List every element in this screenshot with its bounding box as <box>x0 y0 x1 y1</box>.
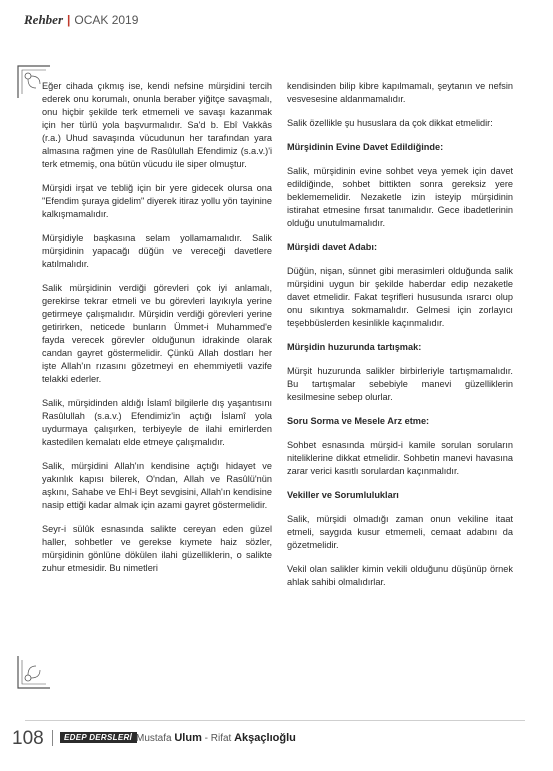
footer-divider <box>25 720 525 721</box>
section-heading: Mürşidinin Evine Davet Edildiğinde: <box>287 142 444 152</box>
footer-bar <box>52 730 53 746</box>
section-tag: EDEP DERSLERİ <box>60 732 137 743</box>
left-text-column <box>42 80 272 586</box>
section-heading: Mürşidin huzurunda tartışmak: <box>287 342 422 352</box>
paragraph: Düğün, nişan, sünnet gibi merasimleri olduğunda salik mürşidini uygun bir şekilde haberdar edip nezaketle davet etmelidir. Fakat teşrifleri hususunda ısrarcı olup onu sıkıntıya sokmamalıdır. Gelmesi için zorlayıcı teşebbüslerden kesinlikle kaçınmalıdır. <box>287 266 513 328</box>
section-heading: Mürşidi davet Adabı: <box>287 242 378 252</box>
paragraph: Salik, mürşidinin evine sohbet veya yemek için davet edildiğinde, sohbet bittikten sonra gereksiz yere beklememelidir. Nezaketle izin isteyip mürşidinin istirahat etmesine fırsat tanımalıdır. Gece ibadetlerinin olduğu unutulmamalıdır. <box>287 166 513 228</box>
paragraph: Vekil olan salikler kimin vekili olduğunu düşünüp örnek ahlak sahibi olmalıdırlar. <box>287 564 513 587</box>
author-credits <box>136 732 296 744</box>
paragraph: Mürşidi irşat ve tebliğ için bir yere gidecek olursa ona "Efendim şuraya gidelim" diyerek itiraz yollu yön tayinine kalkışmamalıdır. <box>42 183 272 219</box>
paragraph: Salik, mürşidi olmadığı zaman onun vekiline itaat etmeli, saygıda kusur etmemeli, cemaat adabını da gözetmelidir. <box>287 514 513 550</box>
author2-first: Rifat <box>210 733 232 744</box>
paragraph: Mürşidiyle başkasına selam yollamamalıdır. Salik mürşidinin yapacağı düğün ve vereceği davetlere katılmalıdır. <box>42 233 272 269</box>
section-heading: Vekiller ve Sorumlulukları <box>287 490 399 500</box>
paragraph: Mürşit huzurunda salikler birbirleriyle tartışmamalıdır. Bu tartışmalar sebebiyle manevi güzelliklerin kesilmesine sebep olurlar. <box>287 366 513 402</box>
page-header <box>24 12 138 28</box>
section-heading: Soru Sorma ve Mesele Arz etme: <box>287 416 430 426</box>
paragraph: Sohbet esnasında mürşid-i kamile sorulan soruların niteliklerine dikkat etmelidir. Sohbetin manevi havasına zarar verici kasıtlı sorulardan kaçınmalıdır. <box>287 440 513 476</box>
issue-date: OCAK 2019 <box>74 13 139 27</box>
paragraph: kendisinden bilip kibre kapılmamalı, şeytanın ve nefsin vesvesesine aldanmamalıdır. <box>287 81 513 104</box>
page-number: 108 <box>12 728 44 749</box>
header-separator: | <box>67 13 71 27</box>
paragraph: Salik özellikle şu hususlara da çok dikkat etmelidir: <box>287 118 493 128</box>
corner-ornament-bottom-icon <box>14 652 54 692</box>
author1-first: Mustafa <box>136 733 172 744</box>
paragraph: Seyr-i sülûk esnasında salikte cereyan eden güzel haller, sohbetler ve gerekse kıymete haiz sözler, mürşidinin gönlüne dökülen ilahi güzelliklerin, o salikte zuhur etmesidir. Bu nimetleri <box>42 524 272 573</box>
paragraph: Salik, mürşidinden aldığı İslamî bilgilerle dış yaşantısını Rasûlullah (s.a.v.) Efendimiz'in açtığı İslamî yola uydurmaya çalışırken, terbiyeyle de ilahi emirlerden kastedilen kemalatı elde etmeye çalışmalıdır. <box>42 398 272 447</box>
magazine-logo: Rehber <box>24 12 63 27</box>
author1-last: Ulum <box>174 732 202 744</box>
paragraph: Salik, mürşidini Allah'ın kendisine açtığı hidayet ve yakınlık kapısı bilerek, O'ndan, Allah ve Rasûlü'nün aşkını, Sahabe ve Ehl-i Beyt sevgisini, Allah'ın kendisine nasip ettiği kadar almak için azami gayret göstermelidir. <box>42 461 272 510</box>
author-separator: - <box>204 733 208 744</box>
author2-last: Akşaçlıoğlu <box>234 732 296 744</box>
page-footer <box>12 728 532 750</box>
paragraph: Eğer cihada çıkmış ise, kendi nefsine mürşidini tercih ederek onu korumalı, onunla beraber yiğitçe savaşmalı, onu hiçbir şekilde terk etmemeli ve savaşı kazanmak için her türlü yola başvurmalıdır. Sa'd b. Ebî Vakkâs (r.a.) Uhud savaşında vücudunun her tarafından yara almasına rağmen yine de Rasûlullah Efendimiz (s.a.v.)'i terk etmemiş, ona bütün vücudu ile siper olmuştur. <box>42 81 272 169</box>
paragraph: Salik mürşidinin verdiği görevleri çok iyi anlamalı, gerekirse tekrar etmeli ve bu görevleri layıkıyla yerine getirmeye çalışmalıdır. Mürşidin verdiği görevleri yerine getirirken, neticede bunların Ümmet-i Muhammed'e fayda verecek görevler olduğunun idrakinde olarak candan gayret göstermelidir. Çünkü Allah dostları her işte Allah'ın rızasını gözetmeyi en ehemmiyetli vazife telakki ederler. <box>42 283 272 384</box>
right-text-column <box>287 80 513 600</box>
